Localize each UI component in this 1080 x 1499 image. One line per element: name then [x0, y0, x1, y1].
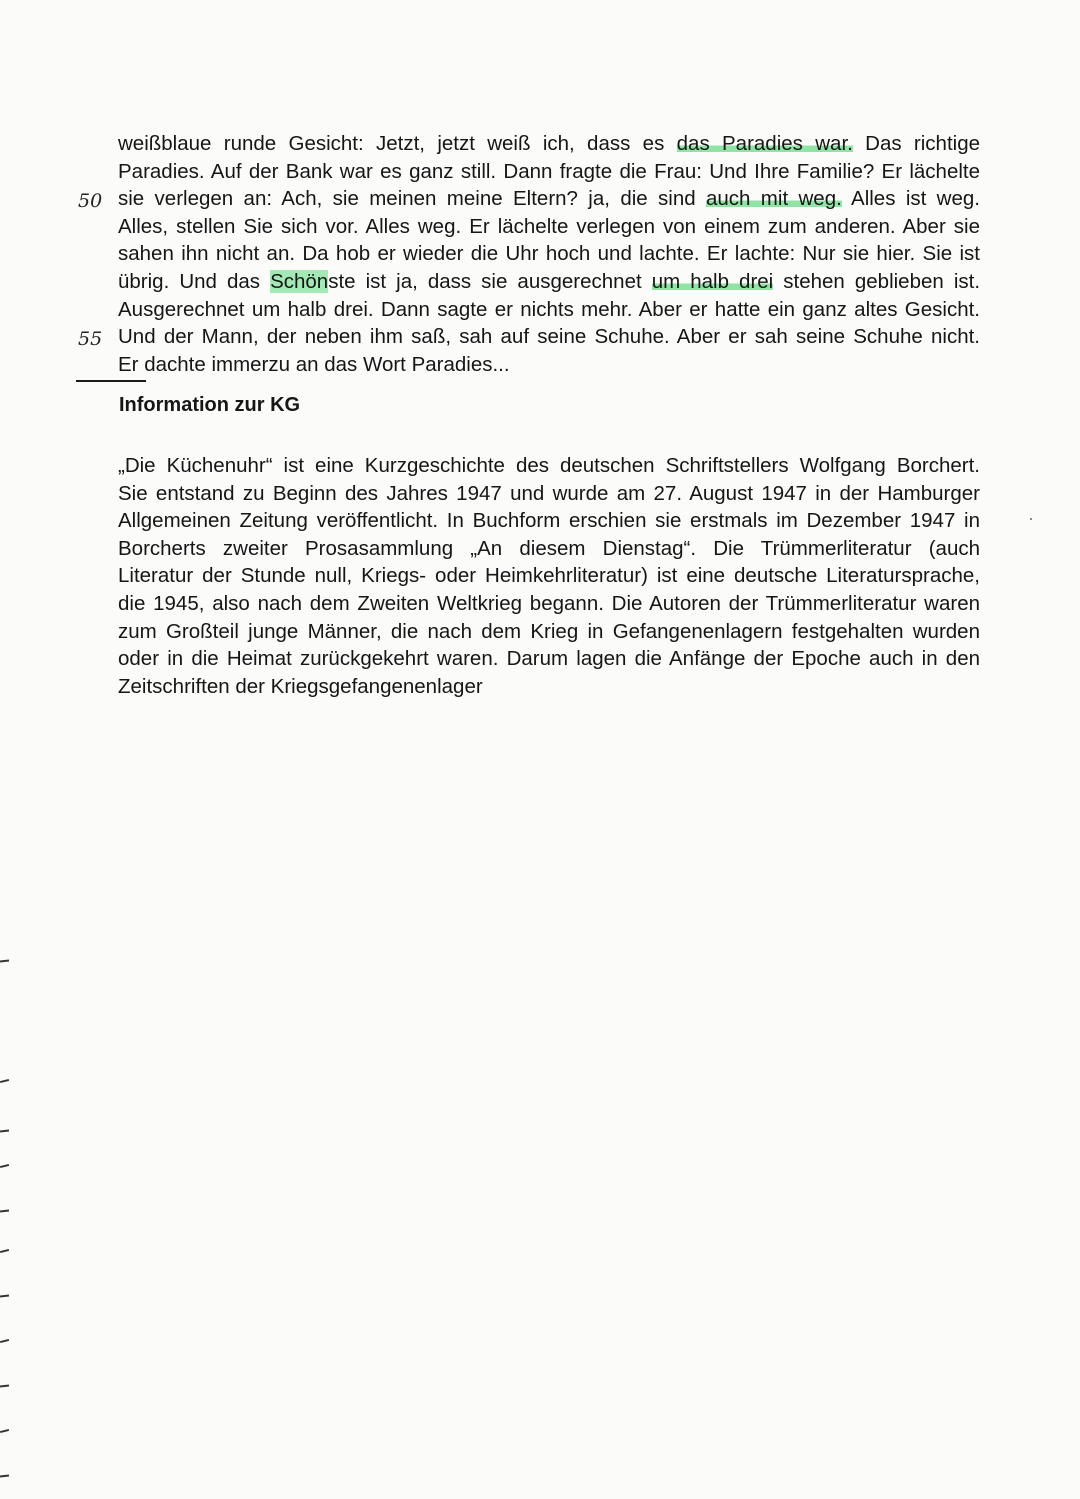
- story-text: Das richtige: [852, 132, 980, 155]
- story-text: Alles, stellen Sie sich vor. Alles weg. Er lächelte verlegen von einem zum anderen. Aber sie: [118, 214, 980, 238]
- edge-mark: [0, 1164, 9, 1168]
- story-text: Und der Mann, der neben ihm saß, sah auf seine Schuhe. Aber er sah seine Schuhe nicht.: [118, 325, 980, 349]
- highlighted-text: das Paradies war.: [676, 132, 853, 155]
- info-line: Zeitschriften der Kriegsgefangenenlager: [118, 674, 483, 698]
- story-text: sie verlegen an: Ach, sie meinen meine Eltern? ja, die sind: [118, 187, 706, 211]
- line-number-50: 50: [78, 190, 103, 212]
- story-text: stehen geblieben ist.: [773, 269, 980, 293]
- edge-mark: [0, 1429, 9, 1433]
- scan-speck: [1030, 518, 1032, 520]
- story-line: [118, 158, 980, 186]
- edge-mark: [0, 1249, 9, 1253]
- highlighted-text: Schön: [270, 269, 329, 293]
- info-line: die 1945, also nach dem Zweiten Weltkrieg begann. Die Autoren der Trümmerliteratur waren: [118, 591, 980, 615]
- info-line: oder in die Heimat zurückgekehrt waren. Darum lagen die Anfänge der Epoche auch in den: [118, 647, 980, 671]
- info-line: Sie entstand zu Beginn des Jahres 1947 und wurde am 27. August 1947 in der Hamburger: [118, 481, 980, 505]
- story-excerpt: [118, 130, 980, 378]
- story-text: Alles ist weg.: [841, 187, 980, 211]
- story-line: [118, 296, 980, 324]
- info-line: „Die Küchenuhr“ ist eine Kurzgeschichte des deutschen Schriftstellers Wolfgang Borchert.: [118, 454, 980, 477]
- story-line: [118, 268, 980, 296]
- edge-mark: [0, 1130, 9, 1133]
- story-line: [118, 130, 980, 158]
- edge-mark: [0, 1385, 9, 1388]
- info-line: Borcherts zweiter Prosasammlung „An diesem Dienstag“. Die Trümmerliteratur (auch: [118, 536, 980, 560]
- story-line: [118, 185, 980, 213]
- story-text: ste ist ja, dass sie ausgerechnet: [328, 269, 652, 293]
- story-line: [118, 323, 980, 351]
- highlighted-text: auch mit weg.: [706, 187, 842, 211]
- edge-mark: [0, 960, 9, 963]
- section-divider: [76, 380, 146, 382]
- highlighted-text: um halb drei: [651, 269, 774, 293]
- edge-mark: [0, 1475, 9, 1478]
- story-text: sahen ihn nicht an. Da hob er wieder die Uhr hoch und lachte. Er lachte: Nur sie hier. Sie ist: [118, 242, 980, 266]
- info-line: Allgemeinen Zeitung veröffentlicht. In Buchform erschien sie erstmals im Dezember 1947 in: [118, 509, 980, 533]
- story-text: Paradies. Auf der Bank war es ganz still. Dann fragte die Frau: Und Ihre Familie? Er lächelte: [118, 159, 980, 183]
- story-line: [118, 351, 980, 379]
- story-text: weißblaue runde Gesicht: Jetzt, jetzt weiß ich, dass es: [118, 132, 677, 155]
- edge-mark: [0, 1295, 9, 1298]
- story-text: Ausgerechnet um halb drei. Dann sagte er nichts mehr. Aber er hatte ein ganz altes Gesicht.: [118, 297, 980, 321]
- info-line: Literatur der Stunde null, Kriegs- oder Heimkehrliteratur) ist eine deutsche Literatursprache,: [118, 564, 980, 588]
- info-line: zum Großteil junge Männer, die nach dem Krieg in Gefangenenlagern festgehalten wurden: [118, 619, 980, 643]
- line-number-55: 55: [78, 328, 103, 350]
- section-heading: Information zur KG: [119, 394, 301, 416]
- story-text: Er dachte immerzu an das Wort Paradies...: [118, 352, 510, 376]
- edge-mark: [0, 1210, 9, 1213]
- edge-mark: [0, 1339, 9, 1343]
- info-paragraph: [118, 452, 980, 700]
- story-text: übrig. Und das: [118, 269, 271, 293]
- story-line: [118, 213, 980, 241]
- story-line: [118, 240, 980, 268]
- edge-mark: [0, 1079, 9, 1083]
